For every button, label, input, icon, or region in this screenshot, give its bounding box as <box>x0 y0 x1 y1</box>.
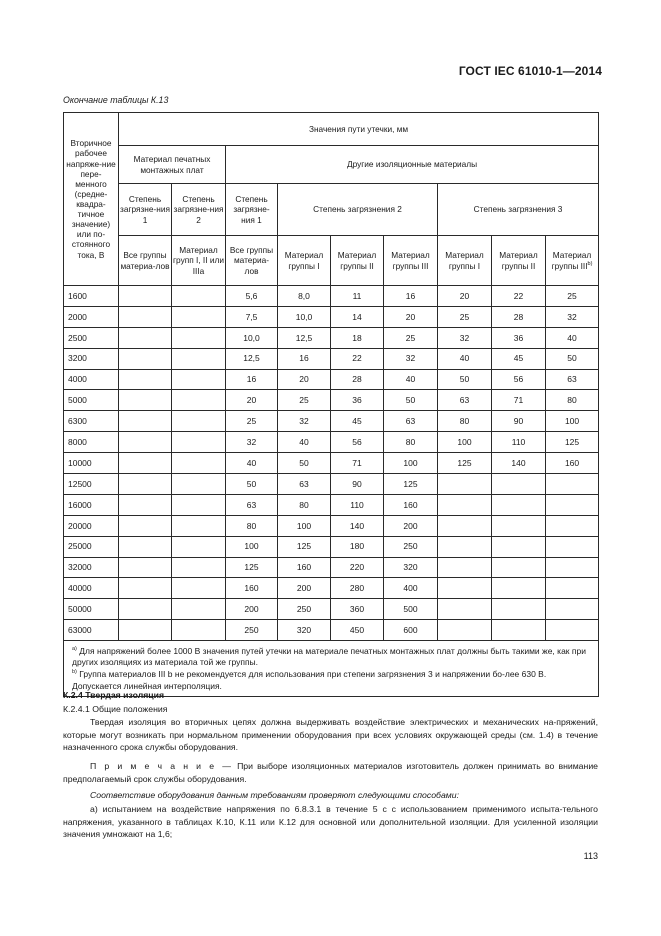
creepage-value-cell <box>546 599 599 620</box>
creepage-value-cell: 16 <box>226 369 278 390</box>
creepage-value-cell: 600 <box>384 620 438 641</box>
creepage-value-cell: 250 <box>384 536 438 557</box>
creepage-value-cell: 50 <box>546 348 599 369</box>
creepage-value-cell <box>172 390 226 411</box>
creepage-value-cell <box>119 557 172 578</box>
creepage-value-cell: 160 <box>278 557 331 578</box>
creepage-value-cell: 20 <box>278 369 331 390</box>
creepage-value-cell: 18 <box>331 327 384 348</box>
creepage-value-cell: 45 <box>331 411 384 432</box>
voltage-cell: 6300 <box>64 411 119 432</box>
creepage-value-cell: 110 <box>492 432 546 453</box>
creepage-value-cell: 7,5 <box>226 306 278 327</box>
creepage-value-cell: 90 <box>492 411 546 432</box>
creepage-value-cell: 45 <box>492 348 546 369</box>
creepage-value-cell: 20 <box>226 390 278 411</box>
note-label: П р и м е ч а н и е — <box>90 761 233 771</box>
creepage-value-cell: 250 <box>226 620 278 641</box>
creepage-value-cell: 80 <box>278 494 331 515</box>
verification-intro: Соответствие оборудования данным требованиям проверяют следующими способами: <box>90 790 459 800</box>
creepage-value-cell: 11 <box>331 286 384 307</box>
creepage-value-cell <box>119 348 172 369</box>
creepage-value-cell: 40 <box>226 453 278 474</box>
creepage-value-cell: 250 <box>278 599 331 620</box>
table-row <box>64 432 599 453</box>
creepage-value-cell <box>119 432 172 453</box>
footnote-b-marker: b) <box>587 260 593 267</box>
table-row <box>64 557 599 578</box>
table-row <box>64 348 599 369</box>
table-row <box>64 536 599 557</box>
creepage-value-cell <box>119 620 172 641</box>
creepage-value-cell: 220 <box>331 557 384 578</box>
table-body <box>64 286 599 641</box>
creepage-value-cell: 400 <box>384 578 438 599</box>
footnote-a <box>72 646 592 668</box>
voltage-cell: 3200 <box>64 348 119 369</box>
creepage-value-cell: 32 <box>438 327 492 348</box>
creepage-value-cell <box>172 515 226 536</box>
creepage-value-cell <box>172 578 226 599</box>
creepage-value-cell <box>492 494 546 515</box>
voltage-cell: 4000 <box>64 369 119 390</box>
table-row <box>64 390 599 411</box>
creepage-value-cell: 56 <box>331 432 384 453</box>
table-row <box>64 620 599 641</box>
creepage-value-cell <box>119 599 172 620</box>
creepage-value-cell: 40 <box>278 432 331 453</box>
header-pcb-material: Материал печатных монтажных плат <box>119 146 226 184</box>
creepage-value-cell <box>172 306 226 327</box>
creepage-value-cell <box>172 327 226 348</box>
interpolation-note: Допускается линейная интерполяция. <box>72 680 222 691</box>
creepage-value-cell <box>438 536 492 557</box>
creepage-value-cell <box>438 599 492 620</box>
creepage-value-cell: 63 <box>226 494 278 515</box>
voltage-cell: 1600 <box>64 286 119 307</box>
voltage-cell: 50000 <box>64 599 119 620</box>
creepage-value-cell <box>546 536 599 557</box>
table-row <box>64 411 599 432</box>
creepage-value-cell: 10,0 <box>226 327 278 348</box>
creepage-value-cell <box>119 390 172 411</box>
creepage-value-cell: 63 <box>546 369 599 390</box>
footnote-b-mark: b) <box>72 668 77 675</box>
creepage-value-cell <box>492 474 546 495</box>
creepage-value-cell: 12,5 <box>226 348 278 369</box>
header-group-iii-pd3-label: Материал группы III <box>551 250 592 271</box>
creepage-value-cell: 28 <box>331 369 384 390</box>
table-row <box>64 286 599 307</box>
creepage-value-cell: 50 <box>278 453 331 474</box>
creepage-value-cell <box>546 515 599 536</box>
creepage-value-cell <box>438 557 492 578</box>
table-row <box>64 369 599 390</box>
voltage-cell: 63000 <box>64 620 119 641</box>
creepage-value-cell: 320 <box>278 620 331 641</box>
creepage-value-cell <box>119 536 172 557</box>
creepage-value-cell <box>492 599 546 620</box>
creepage-value-cell: 80 <box>384 432 438 453</box>
creepage-value-cell <box>492 557 546 578</box>
creepage-value-cell <box>119 327 172 348</box>
voltage-cell: 10000 <box>64 453 119 474</box>
creepage-value-cell: 125 <box>438 453 492 474</box>
creepage-value-cell <box>119 515 172 536</box>
creepage-value-cell: 100 <box>226 536 278 557</box>
creepage-value-cell: 22 <box>492 286 546 307</box>
header-group-iii-pd2: Материал группы III <box>384 236 438 286</box>
creepage-value-cell: 180 <box>331 536 384 557</box>
creepage-value-cell <box>492 578 546 599</box>
creepage-value-cell <box>546 557 599 578</box>
standard-identifier: ГОСТ IEC 61010-1—2014 <box>458 64 602 78</box>
creepage-value-cell <box>172 494 226 515</box>
creepage-value-cell <box>172 557 226 578</box>
creepage-value-cell: 100 <box>384 453 438 474</box>
creepage-value-cell <box>172 453 226 474</box>
creepage-value-cell: 22 <box>331 348 384 369</box>
creepage-table <box>63 112 599 697</box>
creepage-value-cell: 36 <box>492 327 546 348</box>
creepage-value-cell <box>546 494 599 515</box>
table-row <box>64 515 599 536</box>
header-pollution-1-pcb: Степень загрязне-ния 1 <box>119 184 172 236</box>
table-row <box>64 453 599 474</box>
creepage-value-cell <box>546 620 599 641</box>
creepage-value-cell: 32 <box>384 348 438 369</box>
paragraph-solid-insulation: Твердая изоляция во вторичных цепях должна выдерживать воздействие электрических и механических на-пряжений, которые могут возникать при нормальном применении оборудования при всех условиях окружающей среды (см. 1.4) в течение назначенного срока службы оборудования. <box>63 717 598 753</box>
creepage-value-cell <box>492 620 546 641</box>
creepage-value-cell: 25 <box>384 327 438 348</box>
creepage-value-cell: 360 <box>331 599 384 620</box>
creepage-value-cell: 450 <box>331 620 384 641</box>
voltage-cell: 25000 <box>64 536 119 557</box>
creepage-value-cell: 8,0 <box>278 286 331 307</box>
verification-item-a: а) испытанием на воздействие напряжения по 6.8.3.1 в течение 5 с с использованием применимого испыта-тельного напряжения, указанного в таблицах К.10, К.11 или К.12 для основной или дополнительной изоляции. Для усиленной изоляции значения умножают на 1,6; <box>63 804 598 840</box>
creepage-value-cell: 140 <box>492 453 546 474</box>
note-text: При выборе изоляционных материалов изготовитель должен принимать во внимание предполагаемый срок службы оборудования. <box>63 761 598 784</box>
section-heading: К.2.4 Твердая изоляция <box>63 690 165 700</box>
creepage-value-cell: 63 <box>438 390 492 411</box>
creepage-value-cell: 40 <box>438 348 492 369</box>
header-all-groups-pcb: Все группы материа-лов <box>119 236 172 286</box>
creepage-value-cell: 32 <box>226 432 278 453</box>
creepage-value-cell <box>172 411 226 432</box>
creepage-value-cell <box>172 432 226 453</box>
creepage-value-cell: 25 <box>278 390 331 411</box>
header-all-groups-other: Все группы материа-лов <box>226 236 278 286</box>
header-pollution-1-other: Степень загрязне-ния 1 <box>226 184 278 236</box>
creepage-value-cell <box>546 578 599 599</box>
creepage-value-cell: 25 <box>438 306 492 327</box>
footnote-a-marker: а) <box>72 646 77 653</box>
creepage-value-cell <box>172 286 226 307</box>
subsection-heading: К.2.4.1 Общие положения <box>63 704 168 714</box>
creepage-value-cell: 40 <box>546 327 599 348</box>
footnote-b <box>72 669 592 680</box>
creepage-value-cell: 50 <box>438 369 492 390</box>
creepage-value-cell <box>119 578 172 599</box>
creepage-value-cell: 63 <box>384 411 438 432</box>
creepage-value-cell: 16 <box>384 286 438 307</box>
creepage-value-cell: 140 <box>331 515 384 536</box>
creepage-value-cell <box>438 578 492 599</box>
table-caption: Окончание таблицы К.13 <box>63 95 169 105</box>
header-groups-i-ii-iiia: Материал групп I, II или IIIa <box>172 236 226 286</box>
creepage-value-cell: 32 <box>546 306 599 327</box>
footnote-a-text: Для напряжений более 1000 В значения путей утечки на материале печатных монтажных плат должны быть такими же, как при других изоляциях из материала той же группы. <box>72 646 586 668</box>
creepage-value-cell <box>172 369 226 390</box>
creepage-value-cell: 20 <box>384 306 438 327</box>
creepage-value-cell: 25 <box>226 411 278 432</box>
creepage-value-cell: 100 <box>546 411 599 432</box>
creepage-value-cell: 200 <box>226 599 278 620</box>
creepage-value-cell <box>172 474 226 495</box>
header-group-ii-pd2: Материал группы II <box>331 236 384 286</box>
creepage-value-cell <box>438 474 492 495</box>
creepage-value-cell <box>119 411 172 432</box>
voltage-cell: 8000 <box>64 432 119 453</box>
creepage-value-cell: 320 <box>384 557 438 578</box>
creepage-value-cell <box>172 536 226 557</box>
creepage-value-cell: 80 <box>546 390 599 411</box>
creepage-value-cell: 125 <box>384 474 438 495</box>
creepage-value-cell: 160 <box>546 453 599 474</box>
table-row <box>64 494 599 515</box>
creepage-value-cell <box>119 369 172 390</box>
creepage-value-cell <box>172 620 226 641</box>
header-pollution-3-other: Степень загрязнения 3 <box>438 184 599 236</box>
creepage-value-cell: 28 <box>492 306 546 327</box>
creepage-value-cell <box>119 494 172 515</box>
voltage-cell: 16000 <box>64 494 119 515</box>
creepage-value-cell: 14 <box>331 306 384 327</box>
creepage-value-cell: 71 <box>492 390 546 411</box>
creepage-value-cell: 160 <box>226 578 278 599</box>
creepage-value-cell: 80 <box>438 411 492 432</box>
creepage-value-cell <box>438 620 492 641</box>
creepage-value-cell: 125 <box>226 557 278 578</box>
creepage-value-cell: 160 <box>384 494 438 515</box>
note-paragraph <box>63 760 598 785</box>
creepage-value-cell <box>438 515 492 536</box>
creepage-value-cell <box>492 515 546 536</box>
footnote-b-text: Группа материалов III b не рекомендуется для использования при степени загрязнения 3 и напряжении бо-лее 630 В. <box>79 668 547 679</box>
page-number: 113 <box>583 851 598 861</box>
creepage-value-cell: 500 <box>384 599 438 620</box>
creepage-value-cell: 5,6 <box>226 286 278 307</box>
header-other-materials: Другие изоляционные материалы <box>226 146 599 184</box>
voltage-cell: 2500 <box>64 327 119 348</box>
creepage-value-cell: 100 <box>438 432 492 453</box>
voltage-cell: 12500 <box>64 474 119 495</box>
creepage-value-cell: 110 <box>331 494 384 515</box>
creepage-value-cell <box>438 494 492 515</box>
creepage-value-cell: 50 <box>384 390 438 411</box>
voltage-cell: 20000 <box>64 515 119 536</box>
voltage-cell: 32000 <box>64 557 119 578</box>
header-group-ii-pd3: Материал группы II <box>492 236 546 286</box>
header-voltage: Вторичное рабочее напряже-ние пере-менного (средне-квадра-тичное значение) или по-стоянного тока, В <box>64 113 119 286</box>
header-pollution-2-other: Степень загрязнения 2 <box>278 184 438 236</box>
voltage-cell: 40000 <box>64 578 119 599</box>
creepage-value-cell <box>546 474 599 495</box>
creepage-value-cell: 200 <box>384 515 438 536</box>
creepage-value-cell: 20 <box>438 286 492 307</box>
creepage-value-cell <box>172 599 226 620</box>
creepage-value-cell <box>119 453 172 474</box>
creepage-value-cell <box>492 536 546 557</box>
table-row <box>64 327 599 348</box>
creepage-value-cell <box>119 474 172 495</box>
header-group-i-pd2: Материал группы I <box>278 236 331 286</box>
creepage-value-cell: 71 <box>331 453 384 474</box>
creepage-value-cell: 125 <box>278 536 331 557</box>
header-creepage: Значения пути утечки, мм <box>119 113 599 146</box>
creepage-value-cell: 10,0 <box>278 306 331 327</box>
creepage-value-cell: 280 <box>331 578 384 599</box>
creepage-value-cell: 40 <box>384 369 438 390</box>
creepage-value-cell <box>119 286 172 307</box>
header-group-i-pd3: Материал группы I <box>438 236 492 286</box>
creepage-value-cell: 32 <box>278 411 331 432</box>
creepage-value-cell: 80 <box>226 515 278 536</box>
creepage-value-cell: 100 <box>278 515 331 536</box>
creepage-value-cell: 56 <box>492 369 546 390</box>
creepage-value-cell: 125 <box>546 432 599 453</box>
creepage-value-cell: 90 <box>331 474 384 495</box>
voltage-cell: 2000 <box>64 306 119 327</box>
table-row <box>64 474 599 495</box>
header-group-iii-pd3 <box>546 236 599 286</box>
creepage-value-cell: 36 <box>331 390 384 411</box>
table-row <box>64 578 599 599</box>
creepage-value-cell <box>172 348 226 369</box>
creepage-value-cell: 25 <box>546 286 599 307</box>
table-row <box>64 599 599 620</box>
creepage-value-cell: 63 <box>278 474 331 495</box>
creepage-value-cell: 12,5 <box>278 327 331 348</box>
voltage-cell: 5000 <box>64 390 119 411</box>
creepage-value-cell: 200 <box>278 578 331 599</box>
table-row <box>64 306 599 327</box>
creepage-value-cell: 16 <box>278 348 331 369</box>
header-pollution-2-pcb: Степень загрязне-ния 2 <box>172 184 226 236</box>
creepage-value-cell <box>119 306 172 327</box>
creepage-value-cell: 50 <box>226 474 278 495</box>
